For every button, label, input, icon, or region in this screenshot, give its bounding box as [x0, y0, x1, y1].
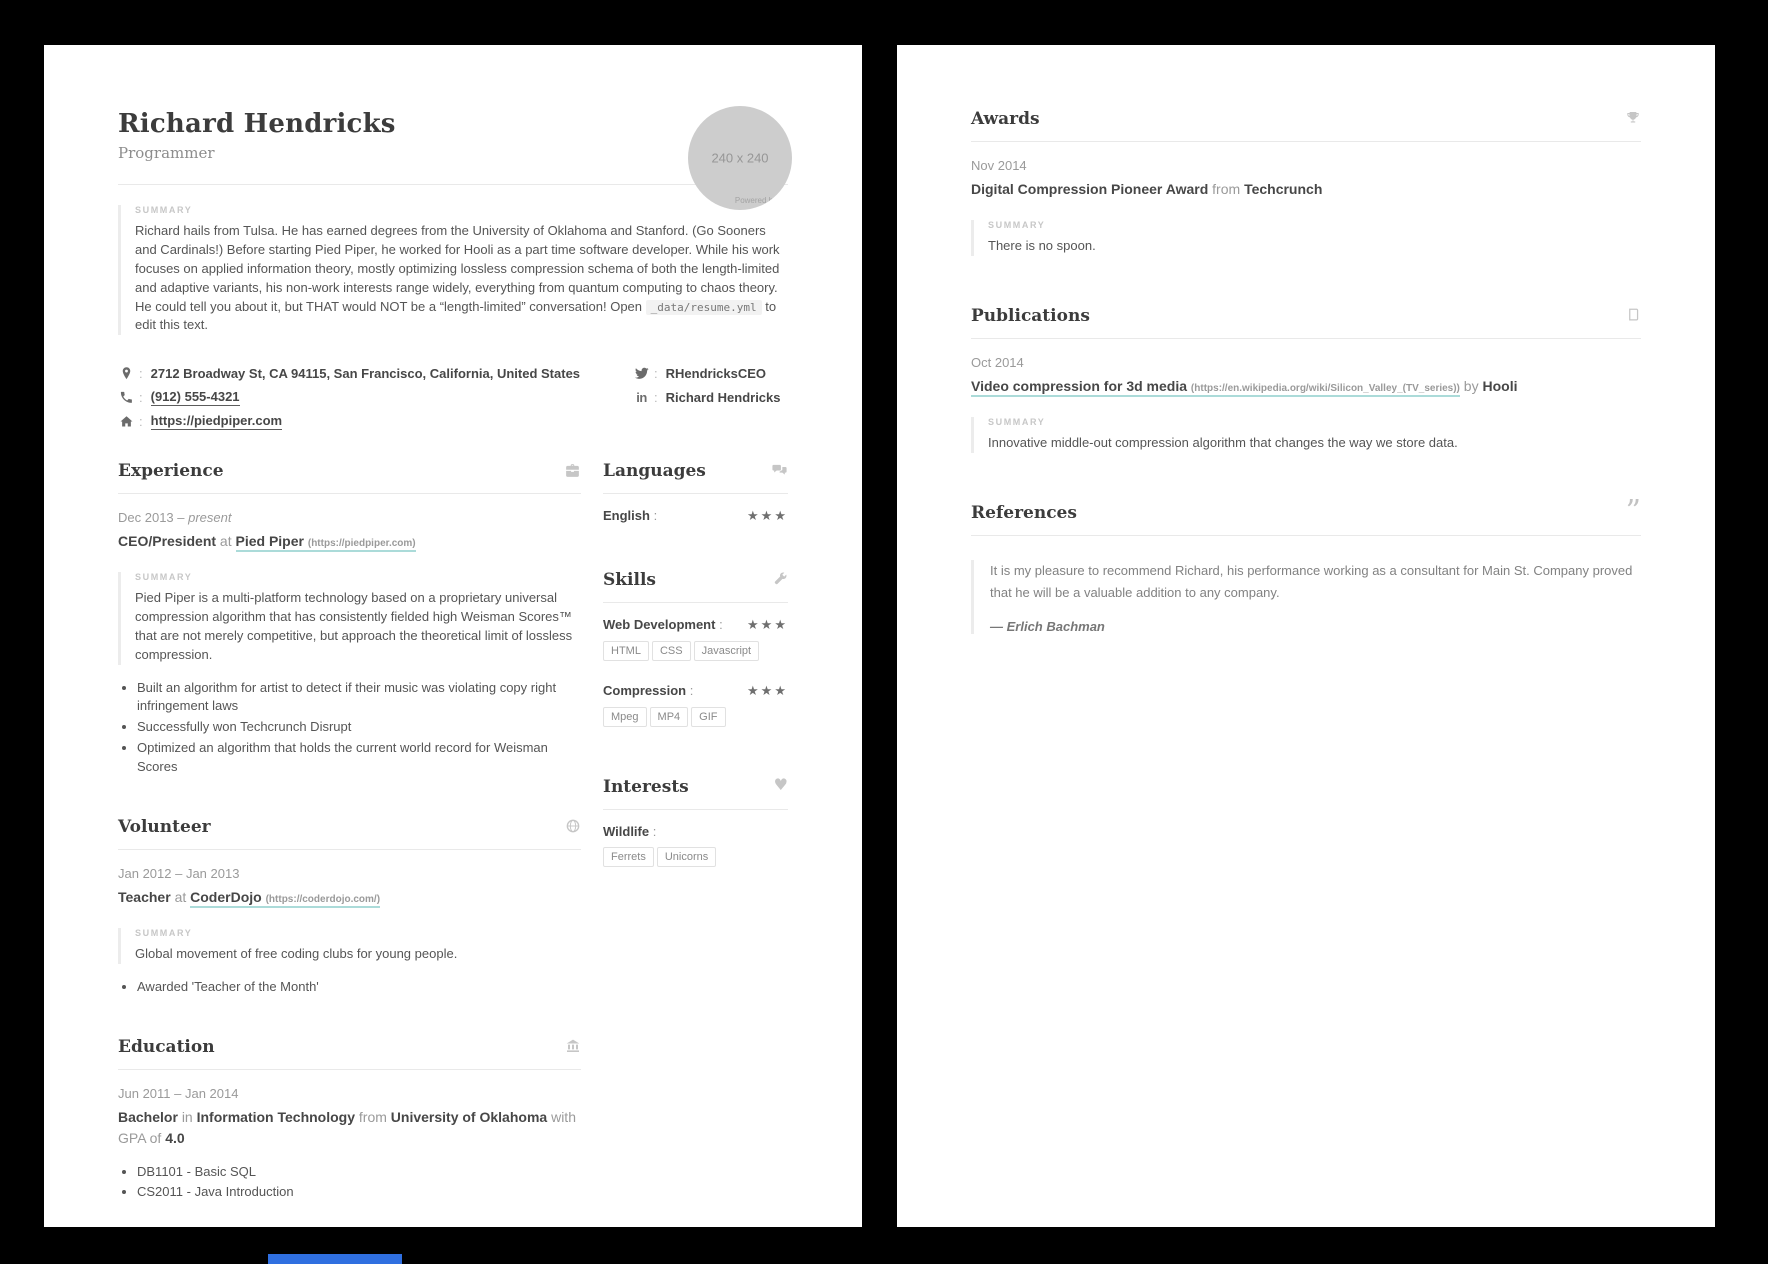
education-degree-line: Bachelor in Information Technology from University of Oklahoma with GPA of 4.0 [118, 1108, 576, 1146]
contact-phone-row: : (912) 555-4321 [118, 385, 633, 409]
header-divider [118, 184, 788, 185]
skill-tags [603, 707, 788, 731]
publications-section [971, 306, 1641, 453]
education-courses [118, 1163, 581, 1203]
volunteer-highlights [118, 978, 581, 997]
awards-heading: Awards [971, 109, 1641, 142]
skill-tag: Mpeg [603, 707, 647, 727]
university-icon [565, 1038, 581, 1054]
profile-photo-placeholder [688, 106, 792, 210]
course-item: • CS2011 - Java Introduction [137, 1183, 581, 1202]
wrench-icon [772, 571, 788, 587]
publication-summary: SUMMARY Innovative middle-out compression algorithm that changes the way we store data. [971, 417, 1641, 453]
award-title-line: Digital Compression Pioneer Award from Techcrunch [971, 181, 1323, 197]
book-icon [1626, 307, 1641, 322]
quote-icon: ” [1625, 493, 1641, 529]
skills-section [603, 570, 788, 731]
reference-text: It is my pleasure to recommend Richard, his performance working as a consultant for Main St. Company proved that he will be a valuable addition to any company. [990, 562, 1633, 601]
highlight-item: • Successfully won Techcrunch Disrupt [137, 718, 581, 737]
photo-dimensions-label: 240 x 240 [711, 150, 769, 166]
experience-section [118, 461, 581, 777]
globe-icon [565, 818, 581, 834]
phone-icon [118, 390, 135, 405]
reference-attribution: — Erlich Bachman [990, 619, 1105, 635]
skill-tag: CSS [652, 641, 691, 661]
bottom-window-edge [268, 1254, 402, 1264]
languages-heading: Languages [603, 461, 788, 494]
interest-tag: Unicorns [657, 847, 716, 867]
resume-yml-code: _data/resume.yml [646, 300, 762, 315]
interests-heading: Interests ♥ [603, 777, 788, 810]
resume-page-1 [44, 45, 862, 1227]
skill-rating-stars: ★★★ [747, 618, 788, 634]
highlight-item: • Optimized an algorithm that holds the current world record for Weisman Scores [137, 739, 581, 777]
linkedin-icon: in [636, 389, 647, 405]
references-heading: References ” [971, 503, 1641, 536]
resume-page-2 [897, 45, 1715, 1227]
education-dates: Jun 2011 – Jan 2014 [118, 1085, 239, 1101]
skill-tag: MP4 [650, 707, 689, 727]
trophy-icon [1625, 110, 1641, 126]
summary-label: SUMMARY [135, 205, 193, 216]
education-heading: Education [118, 1037, 581, 1070]
skill-tag: Javascript [694, 641, 760, 661]
course-item: • DB1101 - Basic SQL [137, 1163, 581, 1182]
volunteer-title: Teacher at CoderDojo (https://coderdojo.com/) [118, 887, 581, 908]
experience-title: CEO/President at Pied Piper (https://piedpiper.com) [118, 531, 581, 552]
language-rating-stars: ★★★ [747, 509, 788, 525]
briefcase-icon [564, 462, 581, 479]
education-section [118, 1037, 581, 1203]
contact-block [118, 361, 788, 433]
reference-quote [971, 560, 1641, 635]
contact-twitter-row: : RHendricksCEO [633, 361, 788, 385]
skill-tag: HTML [603, 641, 649, 661]
interest-tag: Ferrets [603, 847, 654, 867]
skill-tag: GIF [691, 707, 725, 727]
twitter-handle: RHendricksCEO [665, 365, 767, 381]
phone-link[interactable]: (912) 555-4321 [150, 388, 240, 404]
website-link[interactable]: https://piedpiper.com [150, 412, 283, 428]
contact-website-row: : https://piedpiper.com [118, 409, 633, 433]
language-row: English : ★★★ [603, 508, 788, 525]
experience-summary: SUMMARY Pied Piper is a multi-platform technology based on a proprietary universal compression algorithm that has consistently fielded high Weisman Scores™ that are not merely competitive, but approach the theoretical limit of lossless compression. [118, 572, 581, 664]
highlight-item: • Awarded 'Teacher of the Month' [137, 978, 581, 997]
linkedin-name: Richard Hendricks [665, 389, 781, 405]
interests-section [603, 777, 788, 871]
publications-heading: Publications [971, 306, 1641, 339]
profile-summary-text: Richard hails from Tulsa. He has earned degrees from the University of Oklahoma and Stanford. (Go Sooners and Cardinals!) Before starting Pied Piper, he worked for Hooli as a part time software developer. While his work focuses on applied information theory, mostly optimizing lossless compression schema of both the length-limited and adaptive variants, his non-work interests range widely, everything from quantum computing to chaos theory. He could tell you about it, but THAT would NOT be a “length-limited” conversation! Open _data/resume.yml to edit this text. [135, 223, 780, 333]
publication-date: Oct 2014 [971, 354, 1024, 370]
profile-summary [118, 205, 788, 335]
person-name: Richard Hendricks [118, 109, 396, 139]
experience-heading: Experience [118, 461, 581, 494]
organization-link[interactable]: CoderDojo (https://coderdojo.com/) [190, 889, 380, 908]
publication-title-line: Video compression for 3d media (https://en.wikipedia.org/wiki/Silicon_Valley_(TV_series)) by Hooli [971, 376, 1641, 397]
heart-icon: ♥ [773, 775, 788, 795]
person-job-title: Programmer [118, 144, 215, 163]
volunteer-heading: Volunteer [118, 817, 581, 850]
interest-tags [603, 847, 788, 871]
experience-highlights [118, 679, 581, 777]
skill-row: Web Development : ★★★ [603, 617, 788, 634]
volunteer-section [118, 817, 581, 997]
volunteer-summary: SUMMARY Global movement of free coding clubs for young people. [118, 928, 581, 964]
references-section [971, 493, 1641, 635]
awards-section [971, 109, 1641, 256]
home-icon [118, 414, 135, 429]
award-summary: SUMMARY There is no spoon. [971, 220, 1641, 256]
skill-rating-stars: ★★★ [747, 684, 788, 700]
map-marker-icon [118, 366, 135, 381]
company-link[interactable]: Pied Piper (https://piedpiper.com) [236, 533, 416, 552]
address-value: 2712 Broadway St, CA 94115, San Francisco, California, United States [150, 365, 581, 381]
interest-row: Wildlife : [603, 824, 657, 840]
award-date: Nov 2014 [971, 158, 1027, 173]
volunteer-dates: Jan 2012 – Jan 2013 [118, 865, 240, 881]
experience-dates: Dec 2013 – present [118, 510, 232, 526]
contact-linkedin-row: in : Richard Hendricks [633, 385, 788, 409]
highlight-item: • Built an algorithm for artist to detect if their music was violating copy right infringement laws [137, 679, 581, 717]
twitter-icon [633, 366, 650, 381]
skill-tags [603, 641, 788, 665]
publication-link[interactable]: Video compression for 3d media (https://en.wikipedia.org/wiki/Silicon_Valley_(TV_series)) [971, 378, 1460, 397]
comments-icon [771, 462, 788, 479]
skill-row: Compression : ★★★ [603, 683, 788, 700]
skills-heading: Skills [603, 570, 788, 603]
languages-section [603, 461, 788, 524]
photo-credit-label: Powered by HT [734, 196, 790, 205]
contact-address-row: : 2712 Broadway St, CA 94115, San Francisco, California, United States [118, 361, 633, 385]
